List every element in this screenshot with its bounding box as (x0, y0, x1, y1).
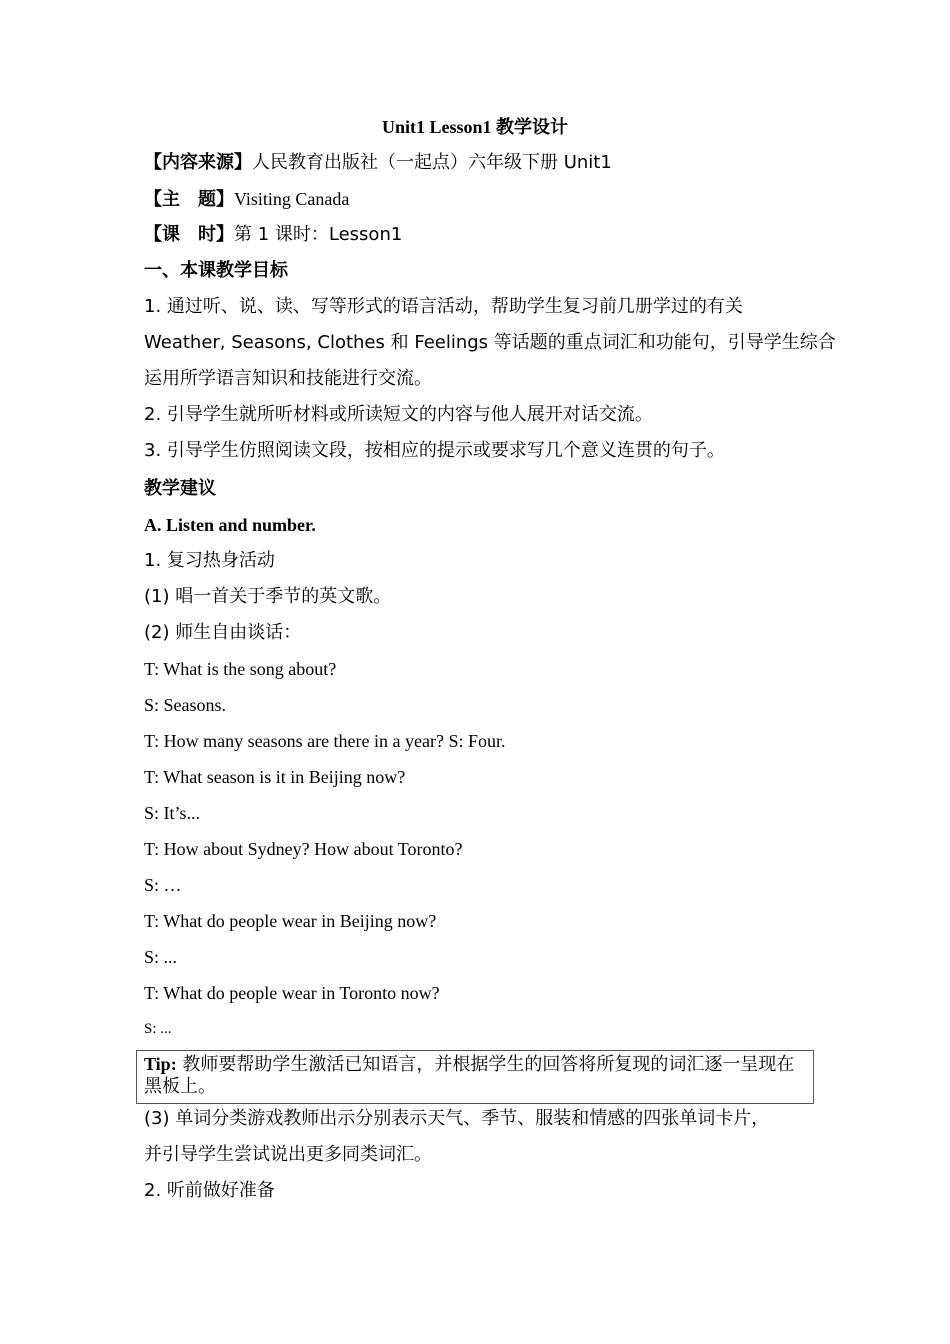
dialogue-line: T: How about Sydney? How about Toronto? (144, 839, 463, 859)
goal-3: 3. 引导学生仿照阅读文段，按相应的提示或要求写几个意义连贯的句子。 (144, 440, 725, 461)
step-1: 1. 复习热身活动 (144, 550, 275, 571)
tip-box (136, 1050, 814, 1104)
step-2: 2. 听前做好准备 (144, 1180, 275, 1201)
dialogue-line: S: Seasons. (144, 695, 227, 715)
step-1-2: (2) 师生自由谈话： (144, 622, 302, 643)
dialogue-line: T: How many seasons are there in a year? S: Four. (144, 731, 506, 751)
topic-value: Visiting Canada (234, 189, 350, 209)
dialogue-line: T: What do people wear in Toronto now? (144, 983, 440, 1003)
meta-source (144, 151, 612, 175)
dialogue-line: S: ... (144, 1021, 172, 1037)
tip-text: 教师要帮助学生激活已知语言，并根据学生的回答将所复现的词汇逐一呈现在黑板上。 (144, 1054, 795, 1097)
meta-period (144, 223, 402, 247)
source-label: 【内容来源】 (144, 152, 252, 173)
document-title: Unit1 Lesson1 教学设计 (381, 117, 569, 137)
period-label: 【课 时】 (144, 224, 234, 245)
goal-1-line-3: 运用所学语言知识和技能进行交流。 (144, 368, 432, 389)
goal-1-line-2: Weather, Seasons, Clothes 和 Feelings 等话题的重点词汇和功能句，引导学生综合 (144, 332, 836, 353)
meta-topic (144, 187, 349, 212)
section-heading-suggestions: 教学建议 (144, 478, 216, 499)
dialogue-line: T: What do people wear in Beijing now? (144, 911, 437, 931)
section-heading-goals: 一、本课教学目标 (144, 260, 288, 281)
topic-label: 【主 题】 (144, 189, 234, 210)
tip-label: Tip: (144, 1054, 177, 1074)
subsection-a: A. Listen and number. (144, 515, 316, 535)
goal-2: 2. 引导学生就所听材料或所读短文的内容与他人展开对话交流。 (144, 404, 653, 425)
source-value: 人民教育出版社（一起点）六年级下册 Unit1 (252, 152, 612, 173)
goal-1-line-1: 1. 通过听、说、读、写等形式的语言活动，帮助学生复习前几册学过的有关 (144, 296, 743, 317)
dialogue-line: S: … (144, 875, 182, 895)
step-1-3-line-2: 并引导学生尝试说出更多同类词汇。 (144, 1144, 432, 1165)
dialogue-line: T: What season is it in Beijing now? (144, 767, 406, 787)
period-value: 第 1 课时：Lesson1 (234, 224, 403, 245)
dialogue-line: S: It’s... (144, 803, 201, 823)
step-1-1: (1) 唱一首关于季节的英文歌。 (144, 586, 392, 607)
step-1-3-line-1: (3) 单词分类游戏教师出示分别表示天气、季节、服装和情感的四张单词卡片， (144, 1108, 770, 1129)
dialogue-line: T: What is the song about? (144, 659, 337, 679)
dialogue-line: S: ... (144, 947, 178, 967)
